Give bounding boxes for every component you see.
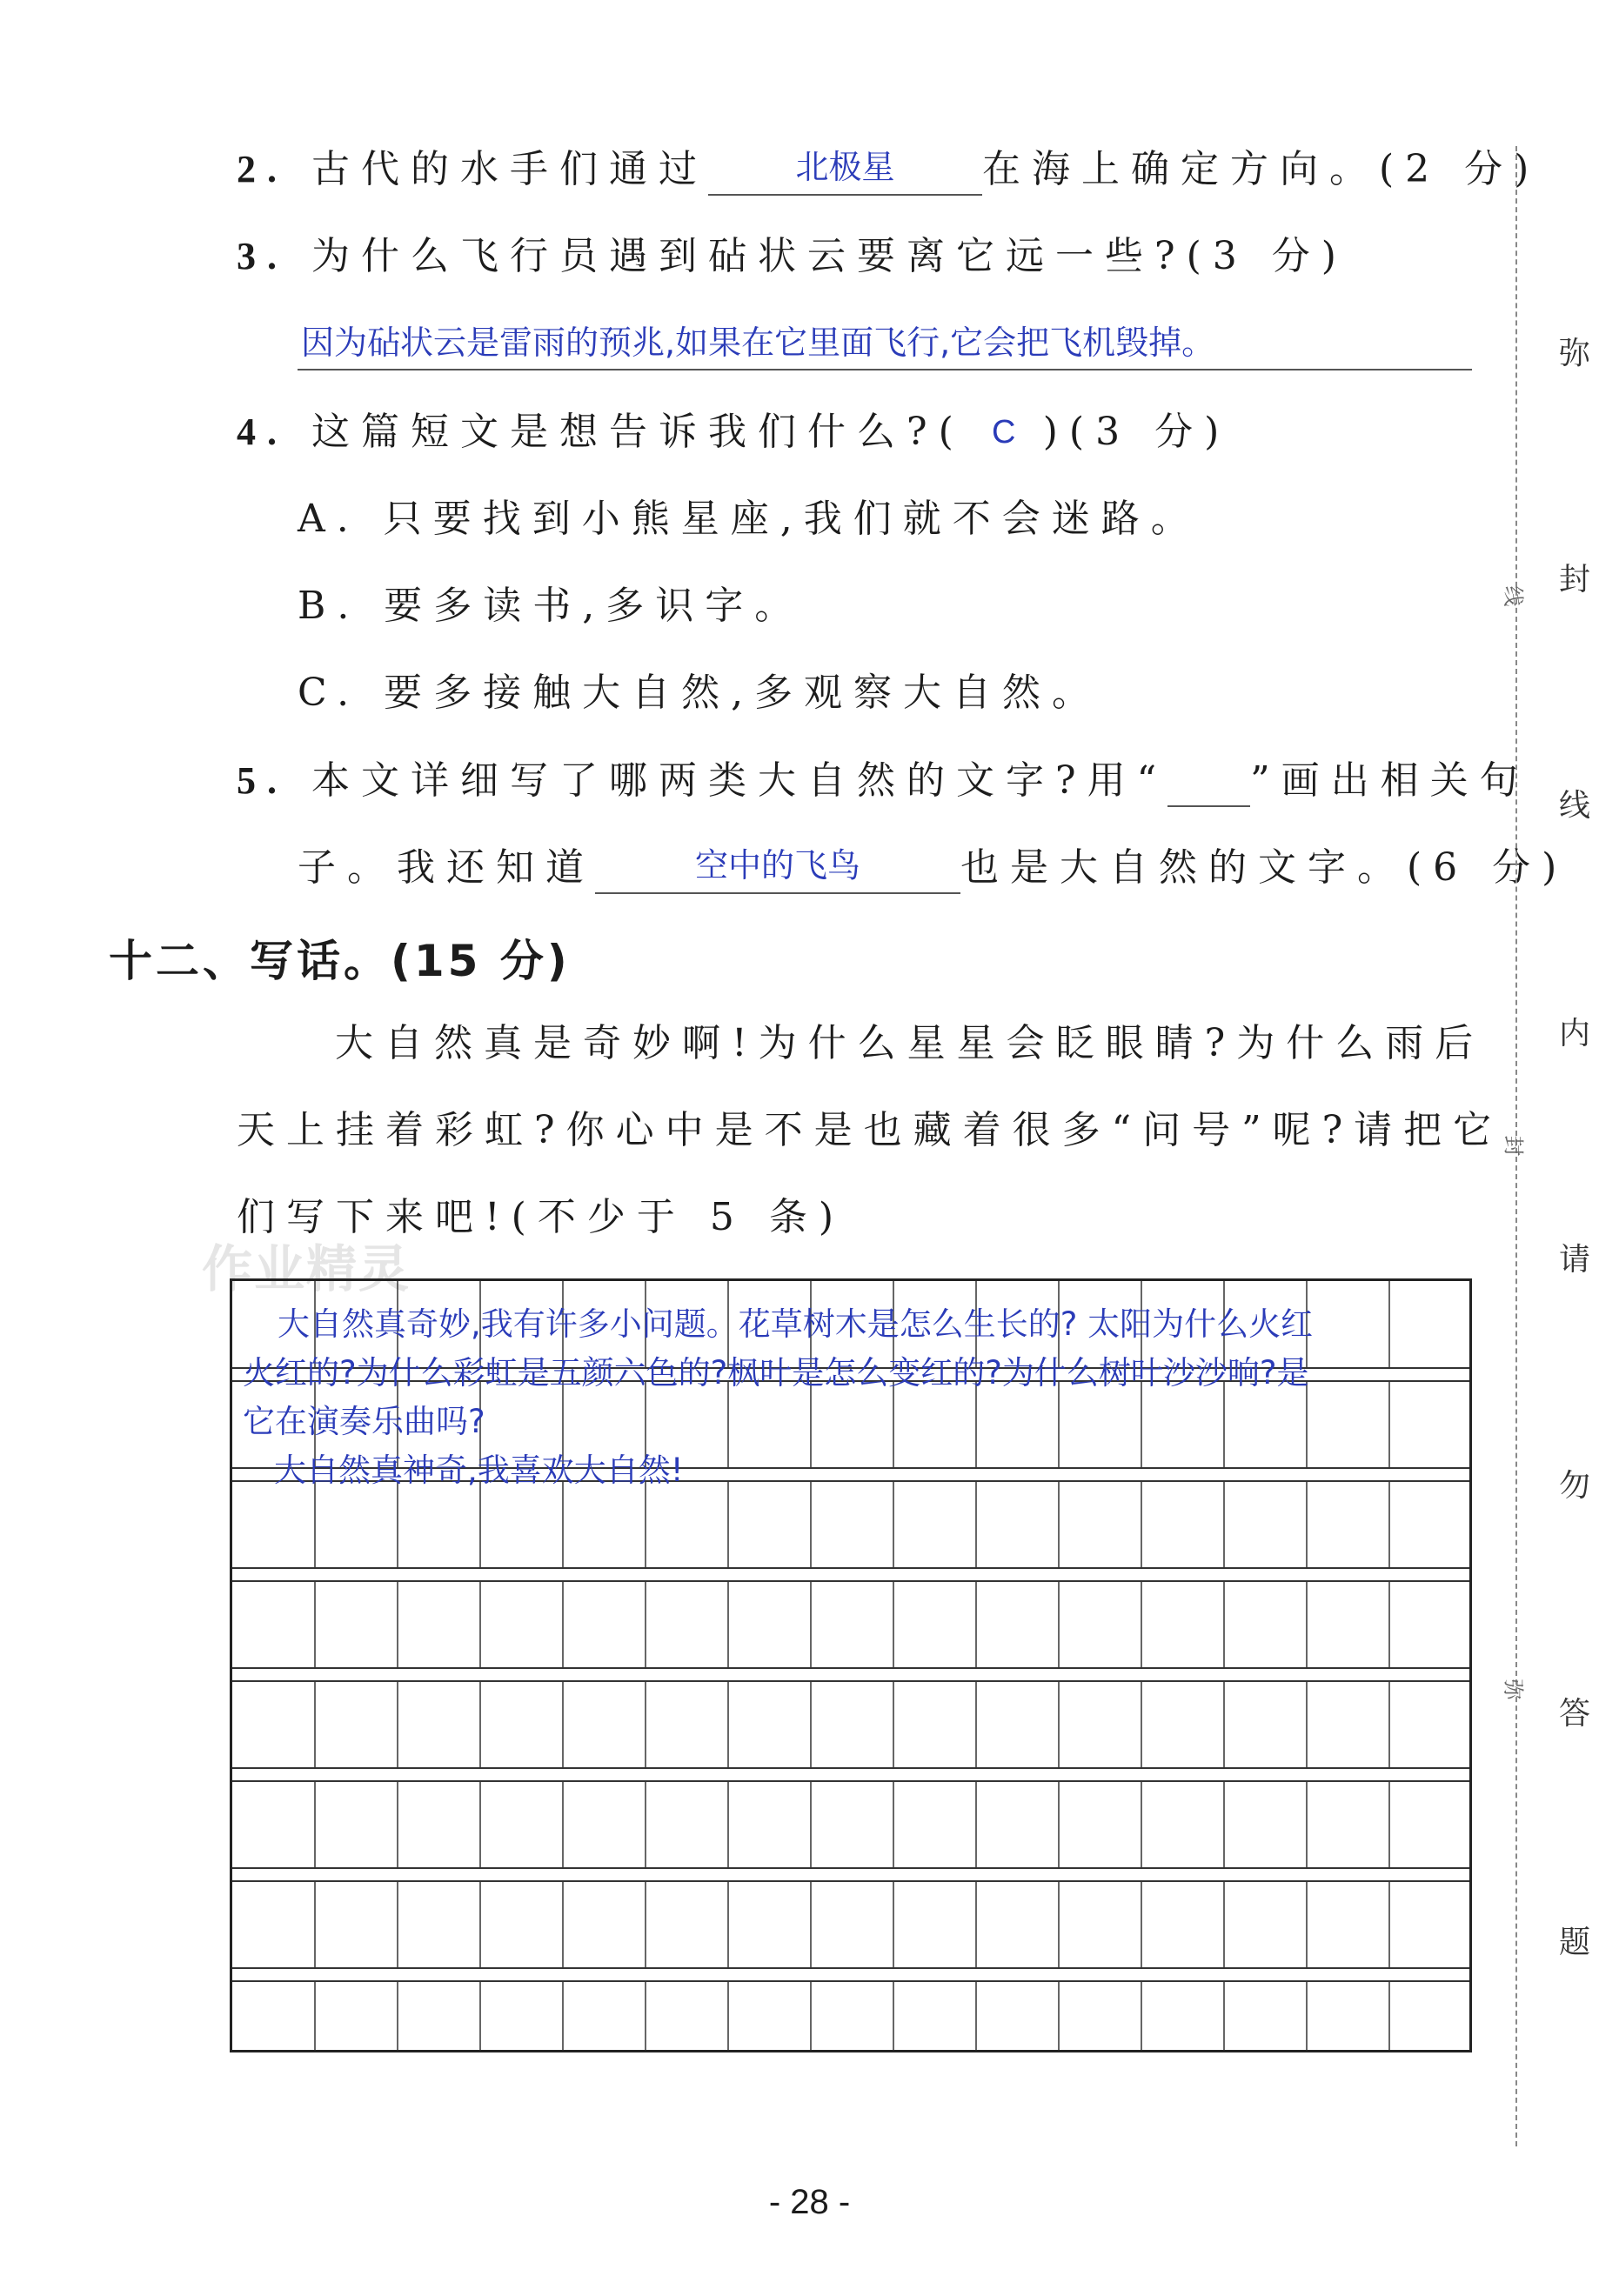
question-4: [237, 406, 1230, 458]
seal-char: 请: [1559, 1242, 1591, 1278]
page-number: - 28 -: [768, 2183, 851, 2221]
seal-char: 弥: [1559, 336, 1591, 371]
seal-mini-char: 弥: [1501, 1679, 1526, 1700]
seal-mini-char: 封: [1501, 1135, 1526, 1157]
question-text: 为什么飞行员遇到砧状云要离它远一些?(3 分): [311, 234, 1348, 278]
question-number: 3.: [237, 235, 288, 277]
option-a[interactable]: A. 只要找到小熊星座,我们就不会迷路。: [298, 497, 1201, 541]
seal-char: 题: [1559, 1925, 1591, 1960]
question-number: 2.: [237, 148, 288, 190]
handwritten-answer-line: 大自然真奇妙,我有许多小问题。花草树木是怎么生长的? 太阳为什么火红: [278, 1305, 1314, 1343]
handwritten-answer-line: 大自然真神奇,我喜欢大自然!: [274, 1452, 684, 1489]
seal-char: 勿: [1559, 1468, 1591, 1504]
answer-blank[interactable]: [708, 149, 982, 196]
option-b[interactable]: B. 要多读书,多识字。: [298, 584, 805, 628]
watermark-logo: 作业精灵: [202, 1239, 411, 1298]
seal-mini-char: 线: [1501, 585, 1526, 607]
answer-blank[interactable]: [965, 413, 1043, 458]
seal-char: 答: [1559, 1696, 1591, 1732]
question-2: [237, 144, 1540, 196]
question-5-line2: [298, 842, 1568, 894]
answer-text: 北极星: [795, 150, 895, 186]
answer-text: C: [992, 414, 1016, 451]
writing-grid[interactable]: [230, 1278, 1472, 2052]
question-text: 子。我还知道: [298, 845, 595, 890]
question-number: 4.: [237, 410, 288, 453]
question-text: 也是大自然的文字。(6 分): [960, 845, 1569, 890]
question-number: 5.: [237, 759, 288, 802]
section-heading: 十二、写话。(15 分): [109, 936, 571, 986]
handwritten-answer-line: 它在演奏乐曲吗?: [243, 1403, 485, 1440]
question-text: 本文详细写了哪两类大自然的文字?用“: [311, 758, 1168, 803]
seal-char: 内: [1559, 1016, 1591, 1051]
seal-char: 线: [1559, 788, 1591, 824]
option-c[interactable]: C. 要多接触大自然,多观察大自然。: [298, 671, 1102, 715]
question-text: )(3 分): [1042, 410, 1231, 454]
question-3: [237, 230, 1348, 283]
prompt-line: 天上挂着彩虹?你心中是不是也藏着很多“问号”呢?请把它: [237, 1108, 1503, 1152]
seal-char: 封: [1559, 562, 1591, 597]
question-text: ”画出相关句: [1250, 758, 1529, 803]
underline-sample: [1167, 774, 1250, 807]
answer-blank[interactable]: [595, 847, 960, 894]
question-text: 古代的水手们通过: [311, 147, 708, 191]
question-text: 在海上确定方向。(2 分): [982, 147, 1541, 191]
handwritten-answer-line: 火红的?为什么彩虹是五颜六色的?枫叶是怎么变红的?为什么树叶沙沙响?是: [243, 1354, 1309, 1392]
question-text: 这篇短文是想告诉我们什么?(: [311, 410, 965, 454]
question-5: [237, 755, 1529, 807]
prompt-line: 大自然真是奇妙啊!为什么星星会眨眼睛?为什么雨后: [335, 1021, 1485, 1065]
prompt-line: 们写下来吧!(不少于 5 条): [237, 1195, 845, 1239]
answer-line[interactable]: [298, 317, 1472, 370]
answer-text: 空中的飞鸟: [694, 848, 860, 884]
answer-text: 因为砧状云是雷雨的预兆,如果在它里面飞行,它会把飞机毁掉。: [301, 324, 1215, 362]
